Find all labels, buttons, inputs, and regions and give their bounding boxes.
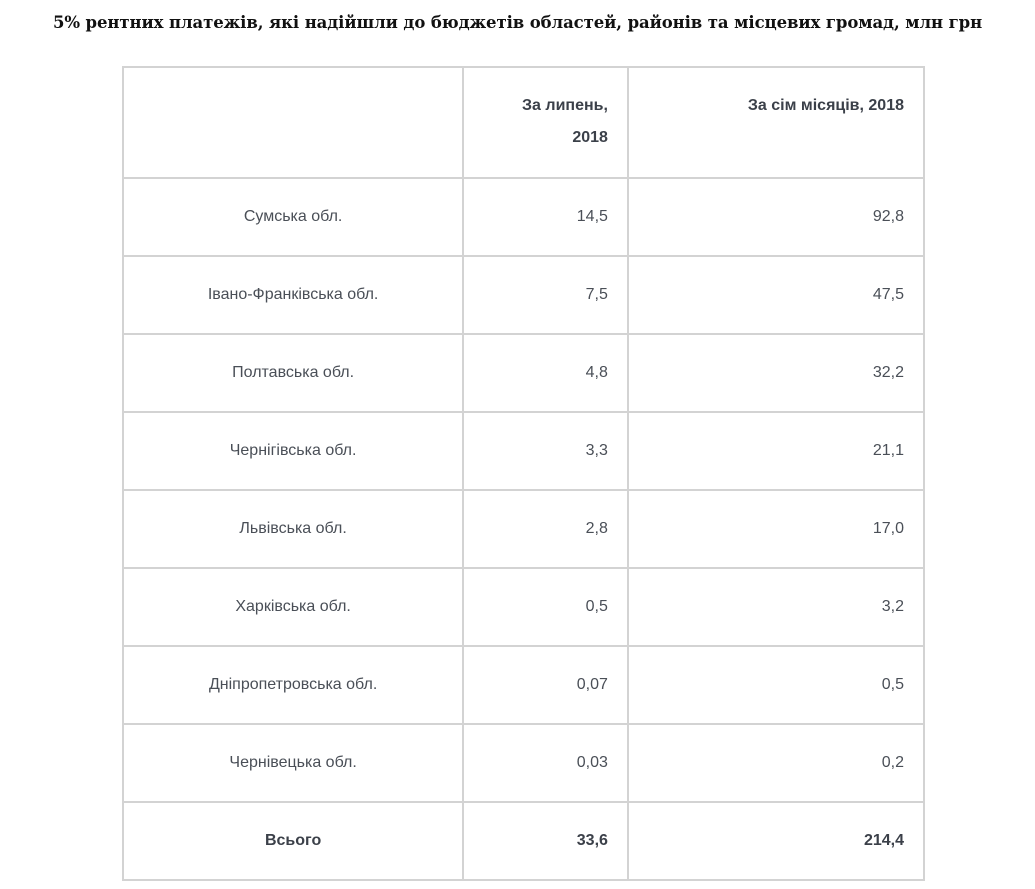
seven-months-value-cell: 17,0 xyxy=(628,490,924,568)
table-row xyxy=(123,412,924,490)
region-cell: Дніпропетровська обл. xyxy=(123,646,463,724)
region-cell: Івано-Франківська обл. xyxy=(123,256,463,334)
july-value-cell: 0,03 xyxy=(463,724,628,802)
header-july xyxy=(463,67,628,178)
table-row xyxy=(123,334,924,412)
july-value-cell: 14,5 xyxy=(463,178,628,256)
table-header-row xyxy=(123,67,924,178)
page-title: 5% рентних платежів, які надійшли до бюджетів областей, районів та місцевих громад, млн грн xyxy=(52,13,983,32)
total-row xyxy=(123,802,924,880)
july-value-cell: 4,8 xyxy=(463,334,628,412)
seven-months-value-cell: 3,2 xyxy=(628,568,924,646)
july-value-cell: 0,07 xyxy=(463,646,628,724)
table-row xyxy=(123,646,924,724)
header-region xyxy=(123,67,463,178)
data-table xyxy=(122,66,925,881)
header-july-line2: 2018 xyxy=(572,129,608,146)
table-row xyxy=(123,490,924,568)
seven-months-value-cell: 0,2 xyxy=(628,724,924,802)
seven-months-value-cell: 0,5 xyxy=(628,646,924,724)
table-row xyxy=(123,568,924,646)
region-cell: Сумська обл. xyxy=(123,178,463,256)
july-value-cell: 0,5 xyxy=(463,568,628,646)
july-value-cell: 2,8 xyxy=(463,490,628,568)
header-july-line1: За липень, xyxy=(522,97,608,114)
seven-months-value-cell: 32,2 xyxy=(628,334,924,412)
seven-months-value-cell: 47,5 xyxy=(628,256,924,334)
seven-months-value-cell: 92,8 xyxy=(628,178,924,256)
region-cell: Львівська обл. xyxy=(123,490,463,568)
total-seven-months-cell: 214,4 xyxy=(628,802,924,880)
table-row xyxy=(123,256,924,334)
seven-months-value-cell: 21,1 xyxy=(628,412,924,490)
july-value-cell: 3,3 xyxy=(463,412,628,490)
july-value-cell: 7,5 xyxy=(463,256,628,334)
total-july-cell: 33,6 xyxy=(463,802,628,880)
table-row xyxy=(123,178,924,256)
region-cell: Чернівецька обл. xyxy=(123,724,463,802)
table-row xyxy=(123,724,924,802)
total-label-cell: Всього xyxy=(123,802,463,880)
region-cell: Чернігівська обл. xyxy=(123,412,463,490)
region-cell: Харківська обл. xyxy=(123,568,463,646)
region-cell: Полтавська обл. xyxy=(123,334,463,412)
header-seven-months: За сім місяців, 2018 xyxy=(628,67,924,178)
